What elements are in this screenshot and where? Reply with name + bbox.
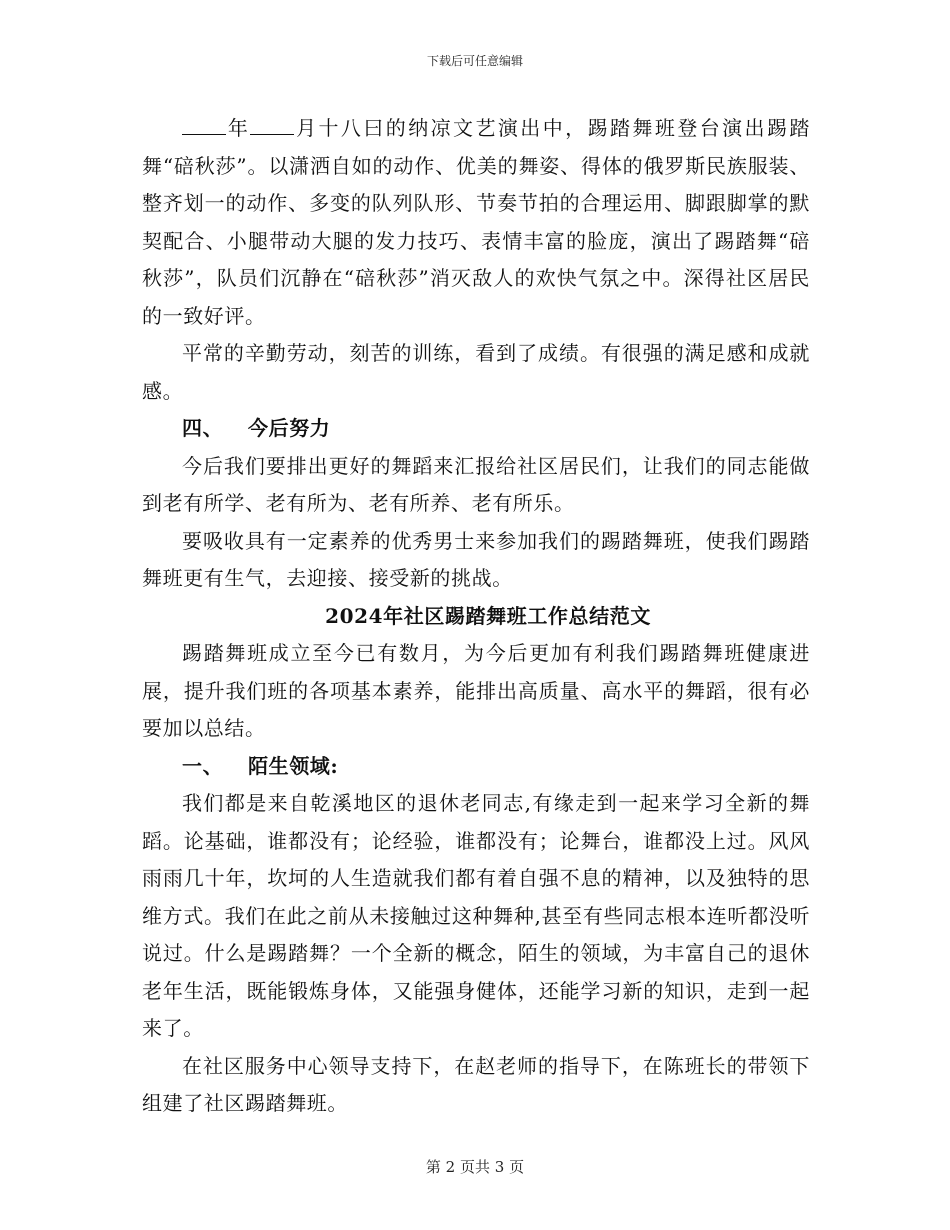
section-number: 四、 [182,416,224,440]
section-heading-future [142,410,810,448]
paragraph-performance [142,110,810,335]
year-label: 年 [226,116,251,140]
paragraph-recruit: 要吸收具有一定素养的优秀男士来参加我们的踢踏舞班，使我们踢踏舞班更有生气，去迎接、接受新的挑战。 [142,528,810,590]
section-title: 今后努力 [248,416,331,440]
section-title: 陌生领域: [248,753,339,778]
paragraph-future-plan: 今后我们要排出更好的舞蹈来汇报给社区居民们，让我们的同志能做到老有所学、老有所为、老有所养、老有所乐。 [142,453,810,515]
performance-text: 月十八曰的纳凉文艺演出中，踢踏舞班登台演出踢踏舞“碚秋莎”。以潇洒自如的动作、优美的舞姿、得体的俄罗斯民族服装、整齐划一的动作、多变的队列队形、节奏节拍的合理运用、脚跟脚掌的默契配合、小腿带动大腿的发力技巧、表情丰富的脸庞，演出了踢踏舞“碚秋莎”，队员们沉静在“碚秋莎”消灭敌人的欢快气氛之中。深得社区居民的一致好评。 [142,116,810,328]
section-number: 一、 [182,753,224,778]
paragraph-intro: 踢踏舞班成立至今已有数月，为今后更加有利我们踢踏舞班健康进展，提升我们班的各项基本素养，能排出高质量、高水平的舞蹈，很有必要加以总结。 [142,641,810,740]
section-heading-unfamiliar [142,748,810,786]
document-body [142,110,810,1123]
paragraph-background: 我们都是来自乾溪地区的退休老同志,有缘走到一起来学习全新的舞蹈。论基础，谁都没有；论经验，谁都没有；论舞台，谁都没上过。风风雨雨几十年，坎坷的人生造就我们都有着自强不息的精神，以及独特的思维方式。我们在此之前从未接触过这种舞种,甚至有些同志根本连听都没听说过。什么是踢踏舞？一个全新的概念，陌生的领域，为丰富自己的退休老年生活，既能锻炼身体，又能强身健体，还能学习新的知识，走到一起来了。 [142,791,810,1040]
year-blank [182,112,226,135]
paragraph-formation: 在社区服务中心领导支持下，在赵老师的指导下，在陈班长的带领下组建了社区踢踏舞班。 [142,1053,810,1115]
paragraph-training: 平常的辛勤劳动，刻苦的训练，看到了成绩。有很强的满足感和成就感。 [142,341,810,403]
month-blank [250,112,294,135]
page-header: 下载后可任意编辑 [426,54,523,68]
page-footer: 第 2 页共 3 页 [425,1158,525,1176]
document-title: 2024年社区踢踏舞班工作总结范文 [325,603,651,628]
